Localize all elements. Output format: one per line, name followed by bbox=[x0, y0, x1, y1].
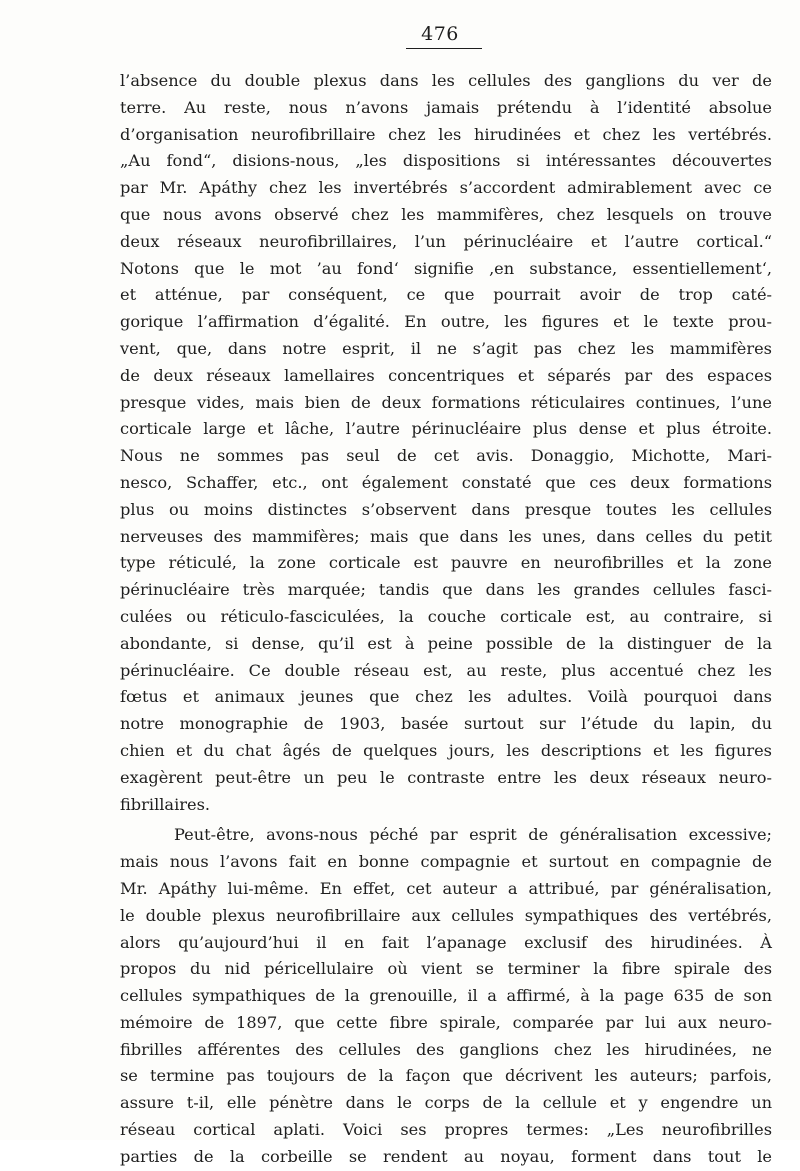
text-line: plus ou moins distinctes s’observent dans presque toutes les cellules bbox=[120, 499, 772, 519]
text-line: gorique l’affirmation d’égalité. En outre, les figures et le texte prou- bbox=[120, 312, 772, 332]
text-line: périnucléaire très marquée; tandis que dans les grandes cellules fasci- bbox=[120, 580, 772, 600]
text-line: vent, que, dans notre esprit, il ne s’agit pas chez les mammifères bbox=[120, 338, 772, 358]
text-line: et atténue, par conséquent, ce que pourrait avoir de trop caté- bbox=[120, 285, 772, 305]
text-line: culées ou réticulo-fasciculées, la couche corticale est, au contraire, si bbox=[120, 606, 772, 626]
text-line: périnucléaire. Ce double réseau est, au reste, plus accentué chez les bbox=[120, 660, 772, 680]
text-line: fœtus et animaux jeunes que chez les adultes. Voilà pourquoi dans bbox=[120, 687, 772, 707]
text-line: l’absence du double plexus dans les cellules des ganglions du ver de bbox=[120, 71, 772, 90]
text-line: deux réseaux neurofibrillaires, l’un périnucléaire et l’autre cortical.“ bbox=[120, 231, 772, 251]
text-line: exagèrent peut-être un peu le contraste entre les deux réseaux neuro- bbox=[120, 767, 772, 787]
text-line: réseau cortical aplati. Voici ses propres termes: „Les neurofibrilles bbox=[120, 1120, 772, 1140]
text-line: parties de la corbeille se rendent au noyau, forment dans tout le bbox=[120, 1146, 772, 1166]
text-line: propos du nid péricellulaire où vient se terminer la fibre spirale des bbox=[120, 959, 772, 979]
text-line: le double plexus neurofibrillaire aux cellules sympathiques des vertébrés, bbox=[120, 905, 772, 925]
paragraph bbox=[120, 68, 772, 818]
text-line: assure t-il, elle pénètre dans le corps de la cellule et y engendre un bbox=[120, 1093, 772, 1113]
text-line: mais nous l’avons fait en bonne compagnie et surtout en compagnie de bbox=[120, 852, 772, 872]
text-line: fibrillaires. bbox=[120, 794, 211, 814]
text-line: alors qu’aujourd’hui il en fait l’apanage exclusif des hirudinées. À bbox=[120, 932, 772, 952]
text-line: corticale large et lâche, l’autre périnucléaire plus dense et plus étroite. bbox=[120, 419, 772, 439]
text-line: chien et du chat âgés de quelques jours, les descriptions et les figures bbox=[120, 740, 772, 760]
text-line: terre. Au reste, nous n’avons jamais prétendu à l’identité absolue bbox=[120, 97, 772, 117]
text-line: Mr. Apáthy lui-même. En effet, cet auteur a attribué, par généralisation, bbox=[120, 878, 772, 898]
text-line: notre monographie de 1903, basée surtout sur l’étude du lapin, du bbox=[120, 714, 772, 734]
text-line: nesco, Schaffer, etc., ont également constaté que ces deux formations bbox=[120, 472, 772, 492]
text-line: Peut-être, avons-nous péché par esprit de généralisation excessive; bbox=[174, 825, 772, 845]
text-line: „Au fond“, disions-nous, „les dispositions si intéressantes découvertes bbox=[120, 151, 772, 171]
text-line: type réticulé, la zone corticale est pauvre en neurofibrilles et la zone bbox=[120, 553, 772, 573]
text-line: Nous ne sommes pas seul de cet avis. Donaggio, Michotte, Mari- bbox=[120, 446, 772, 466]
text-line: abondante, si dense, qu’il est à peine possible de la distinguer de la bbox=[120, 633, 772, 653]
page-number: 476 bbox=[421, 23, 459, 45]
text-line: mémoire de 1897, que cette fibre spirale, comparée par lui aux neuro- bbox=[120, 1012, 772, 1032]
text-line: d’organisation neurofibrillaire chez les hirudinées et chez les vertébrés. bbox=[120, 124, 772, 144]
paragraph bbox=[120, 822, 772, 1170]
text-line: cellules sympathiques de la grenouille, il a affirmé, à la page 635 de son bbox=[120, 986, 772, 1006]
text-line: nerveuses des mammifères; mais que dans les unes, dans celles du petit bbox=[120, 526, 772, 546]
text-line: que nous avons observé chez les mammifères, chez lesquels on trouve bbox=[120, 204, 772, 224]
text-line: fibrilles afférentes des cellules des ganglions chez les hirudinées, ne bbox=[120, 1039, 772, 1059]
text-line: de deux réseaux lamellaires concentriques et séparés par des espaces bbox=[120, 365, 772, 385]
text-line: Notons que le mot ’au fond‘ signifie ‚en substance, essentiellement‘, bbox=[120, 258, 772, 278]
body-text bbox=[120, 68, 772, 1171]
text-line: par Mr. Apáthy chez les invertébrés s’accordent admirablement avec ce bbox=[120, 178, 772, 198]
page-number-rule bbox=[406, 48, 482, 49]
text-line: se termine pas toujours de la façon que décrivent les auteurs; parfois, bbox=[120, 1066, 772, 1086]
text-line: presque vides, mais bien de deux formations réticulaires continues, l’une bbox=[120, 392, 772, 412]
